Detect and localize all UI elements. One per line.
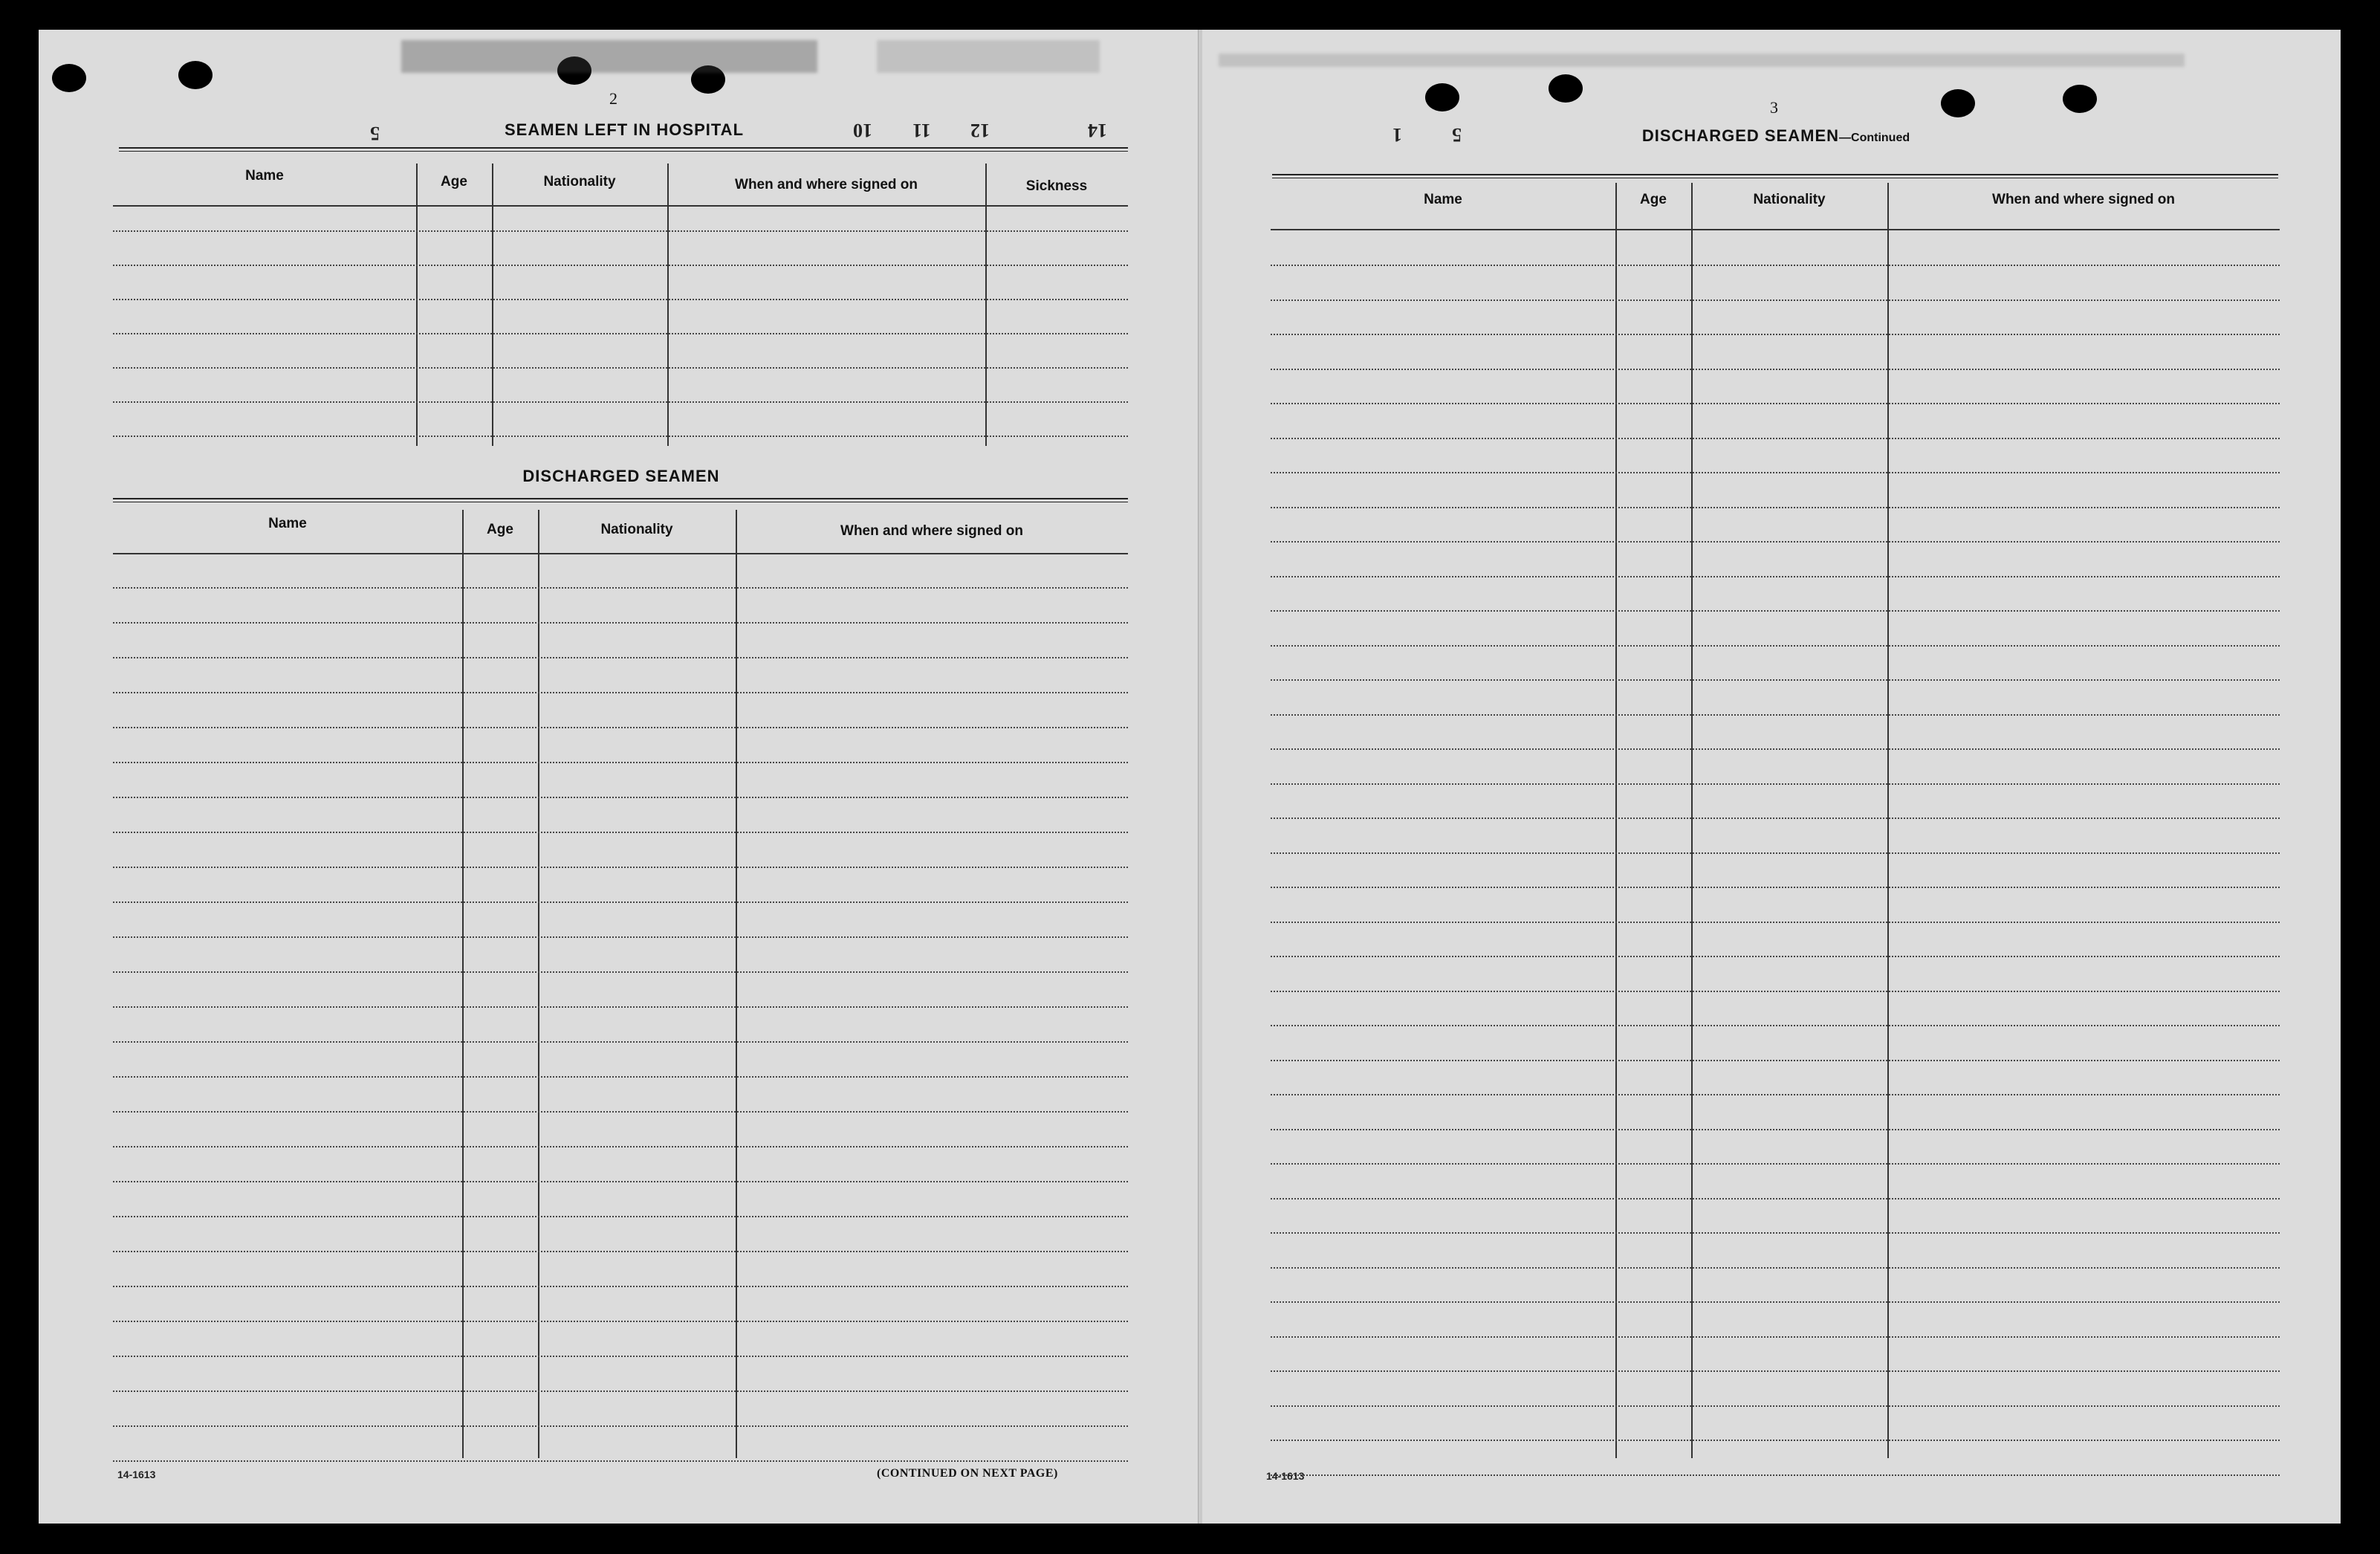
table-row-line — [1271, 1405, 2280, 1407]
table-row-line — [113, 1286, 1128, 1287]
table-row-line — [113, 367, 1128, 369]
table-row-line — [113, 1181, 1128, 1182]
page-number-right: 3 — [1770, 98, 1778, 117]
punch-hole — [1425, 83, 1459, 111]
hospital-section-title: SEAMEN LEFT IN HOSPITAL — [504, 120, 745, 139]
table-row-line — [1271, 1474, 2280, 1476]
table-row-line — [113, 587, 1128, 589]
hospital-title-rule — [119, 147, 1128, 149]
faded-stamp — [401, 40, 817, 73]
table-row-line — [1271, 369, 2280, 370]
table-row-line — [1271, 887, 2280, 888]
table-row-line — [113, 657, 1128, 658]
table-row-line — [1271, 1025, 2280, 1026]
table-row-line — [113, 265, 1128, 266]
table-row-line — [113, 1356, 1128, 1357]
table-row-line — [113, 727, 1128, 728]
margin-number: 11 — [912, 120, 931, 141]
continued-title-rule — [1272, 174, 2278, 175]
discharged-continued-title — [1612, 126, 1939, 146]
column-header-signed-on: When and where signed on — [840, 523, 1023, 539]
punch-hole — [1941, 89, 1975, 117]
discharged-continued-title-suffix: —Continued — [1839, 132, 1910, 144]
table-row-line — [1271, 922, 2280, 923]
punch-hole — [1549, 74, 1583, 103]
table-row-line — [113, 401, 1128, 403]
table-row-line — [113, 1321, 1128, 1322]
column-divider — [736, 510, 737, 1458]
table-row-line — [1271, 645, 2280, 647]
table-row-line — [113, 230, 1128, 232]
table-row-line — [113, 901, 1128, 903]
table-row-line — [113, 867, 1128, 868]
table-row-line — [113, 832, 1128, 833]
header-underline — [113, 553, 1128, 554]
table-row-line — [113, 1390, 1128, 1392]
table-row-line — [1271, 1336, 2280, 1338]
table-row-line — [113, 971, 1128, 973]
table-row-line — [1271, 852, 2280, 854]
punch-hole — [52, 64, 86, 92]
table-row-line — [113, 936, 1128, 938]
table-row-line — [113, 1076, 1128, 1078]
table-row-line — [1271, 472, 2280, 473]
discharged-table-left — [113, 510, 1128, 1458]
column-header-nationality: Nationality — [600, 522, 673, 537]
column-header-nationality: Nationality — [1753, 192, 1826, 207]
table-row-line — [1271, 679, 2280, 681]
column-header-nationality: Nationality — [543, 174, 616, 190]
margin-number: 14 — [1088, 120, 1107, 141]
table-row-line — [113, 333, 1128, 334]
table-row-line — [1271, 748, 2280, 750]
table-row-line — [113, 1006, 1128, 1008]
margin-number: 10 — [853, 120, 872, 141]
table-row-line — [1271, 1060, 2280, 1061]
margin-number: 1 — [1392, 124, 1402, 146]
column-header-age: Age — [487, 522, 513, 537]
column-header-name: Name — [1424, 192, 1462, 207]
hospital-table — [113, 164, 1128, 446]
column-header-age: Age — [1640, 192, 1667, 207]
table-row-line — [113, 1146, 1128, 1147]
faded-stamp — [1219, 54, 2185, 67]
margin-number: 5 — [1452, 124, 1462, 146]
column-divider — [538, 510, 539, 1458]
table-row-line — [113, 762, 1128, 763]
table-row-line — [113, 1460, 1128, 1462]
continued-note: (CONTINUED ON NEXT PAGE) — [877, 1467, 1058, 1480]
table-row-line — [1271, 818, 2280, 819]
table-row-line — [1271, 991, 2280, 992]
margin-number: 12 — [970, 120, 990, 141]
table-row-line — [1271, 576, 2280, 577]
table-row-line — [1271, 438, 2280, 439]
table-row-line — [1271, 1267, 2280, 1269]
table-row-line — [1271, 783, 2280, 785]
punch-hole — [178, 61, 213, 89]
table-row-line — [1271, 1129, 2280, 1130]
table-row-line — [1271, 507, 2280, 508]
header-underline — [113, 205, 1128, 207]
table-row-line — [1271, 1370, 2280, 1372]
table-row-line — [1271, 714, 2280, 716]
column-header-name: Name — [245, 168, 284, 184]
table-row-line — [1271, 334, 2280, 335]
header-underline — [1271, 229, 2280, 230]
table-row-line — [1271, 1301, 2280, 1303]
table-row-line — [1271, 541, 2280, 543]
table-row-line — [113, 622, 1128, 624]
discharged-section-title: DISCHARGED SEAMEN — [522, 467, 720, 485]
table-row-line — [113, 436, 1128, 437]
discharged-continued-title-main: DISCHARGED SEAMEN — [1641, 126, 1840, 145]
page-number-left: 2 — [609, 89, 617, 108]
column-header-signed-on: When and where signed on — [735, 177, 918, 192]
column-header-sickness: Sickness — [1025, 178, 1088, 194]
form-number-right: 14-1613 — [1266, 1470, 1305, 1482]
column-header-age: Age — [441, 174, 467, 190]
table-row-line — [1271, 1440, 2280, 1441]
table-row-line — [113, 1425, 1128, 1427]
table-row-line — [1271, 1198, 2280, 1200]
table-row-line — [113, 797, 1128, 798]
form-number-left: 14-1613 — [117, 1469, 156, 1480]
table-row-line — [1271, 1163, 2280, 1165]
discharged-title-rule — [113, 498, 1128, 499]
discharged-table-right — [1271, 183, 2280, 1458]
table-row-line — [1271, 610, 2280, 612]
margin-number: 5 — [370, 123, 380, 144]
table-row-line — [113, 692, 1128, 693]
table-row-line — [113, 1251, 1128, 1252]
punch-hole — [2063, 85, 2097, 113]
table-row-line — [1271, 300, 2280, 301]
column-divider — [462, 510, 464, 1458]
table-row-line — [1271, 265, 2280, 266]
column-header-name: Name — [268, 516, 307, 531]
table-row-line — [1271, 403, 2280, 404]
table-row-line — [1271, 956, 2280, 957]
table-row-line — [113, 1216, 1128, 1217]
column-header-signed-on: When and where signed on — [1992, 192, 2175, 207]
table-row-line — [1271, 1232, 2280, 1234]
table-row-line — [113, 1041, 1128, 1043]
table-row-line — [113, 1111, 1128, 1113]
faded-stamp — [877, 40, 1100, 73]
table-row-line — [1271, 1094, 2280, 1095]
table-row-line — [113, 299, 1128, 300]
